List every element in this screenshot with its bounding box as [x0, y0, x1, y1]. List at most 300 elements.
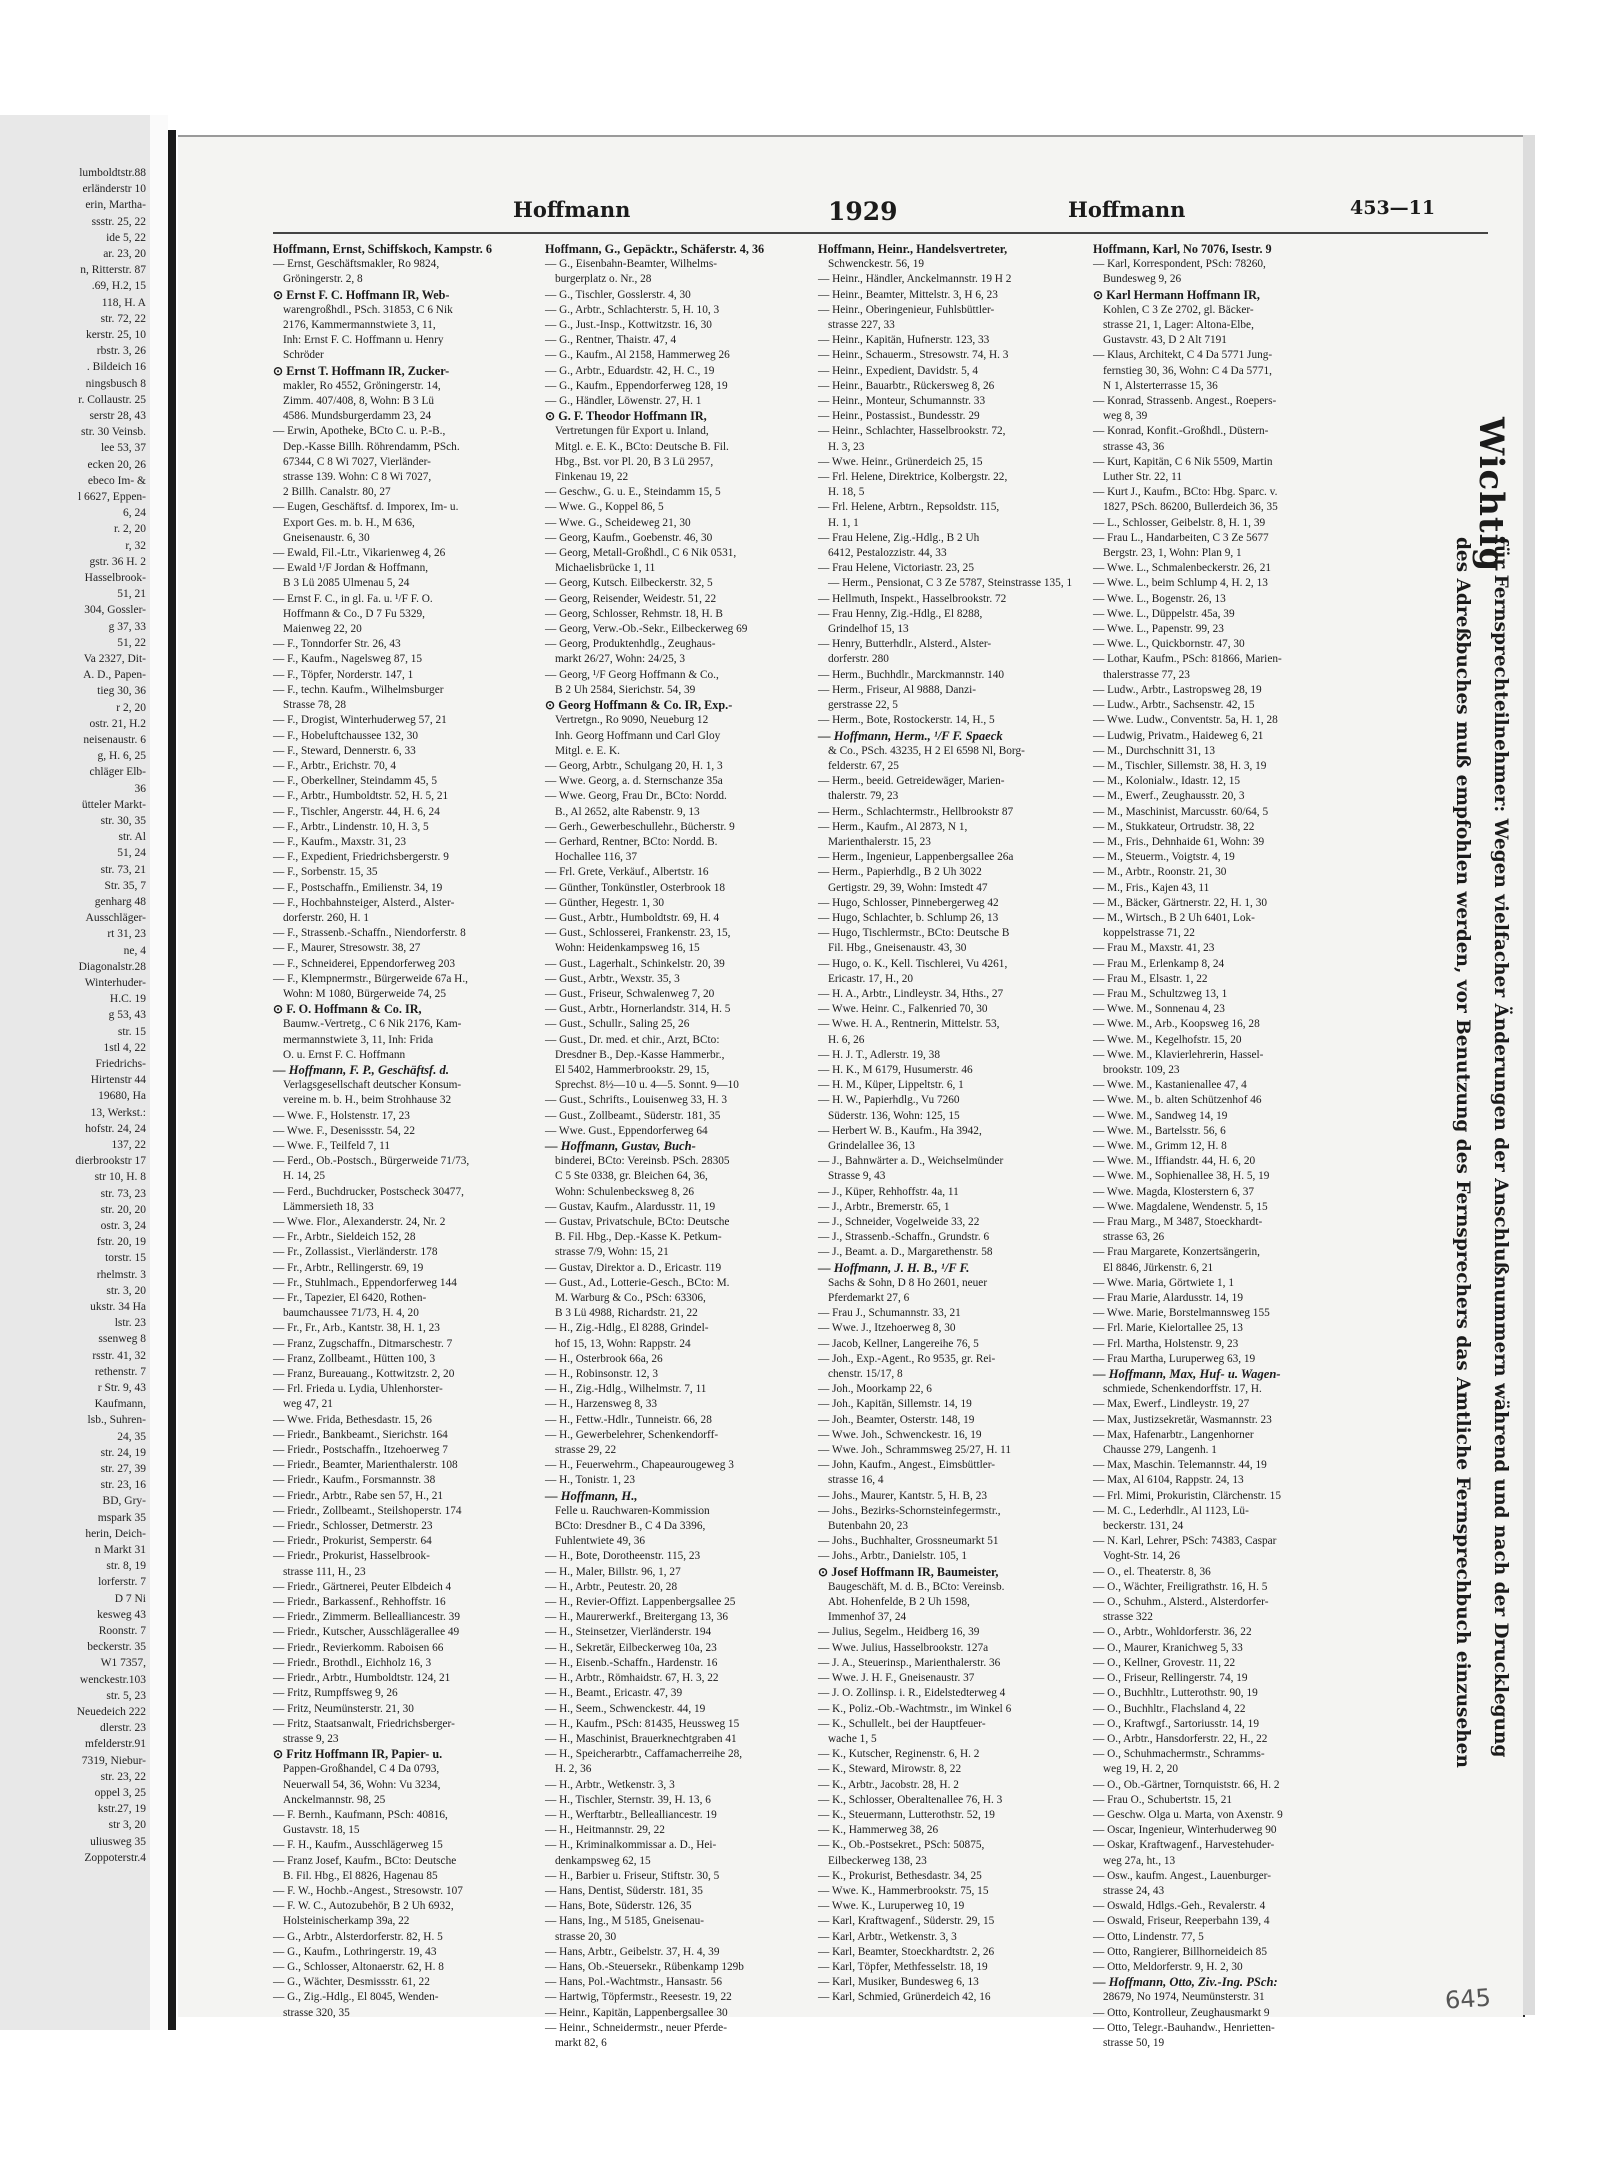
directory-entry: — L., Schlosser, Geibelstr. 8, H. 1, 39 [1093, 516, 1266, 529]
directory-entry: — O., el. Theaterstr. 8, 36 [1093, 1565, 1211, 1578]
adjacent-page-line: neisenaustr. 6 [83, 734, 146, 746]
directory-entry: — Geschw., G. u. E., Steindamm 15, 5 [545, 486, 721, 499]
directory-entry: — Otto, Rangierer, Billhorneideich 85 [1093, 1945, 1267, 1958]
directory-entry: — G., Händler, Löwenstr. 27, H. 1 [545, 395, 702, 408]
page-right-edge [1523, 135, 1535, 2015]
directory-entry: — F., Töpfer, Norderstr. 147, 1 [273, 668, 414, 681]
directory-entry: — M., Steuerm., Voigtstr. 4, 19 [1093, 851, 1235, 864]
directory-entry: — Gust., Arbtr., Wexstr. 35, 3 [545, 972, 680, 985]
directory-entry: hof 15, 13, Wohn: Rappstr. 24 [555, 1337, 691, 1350]
directory-entry: — Heinr., Schneidermstr., neuer Pferde- [545, 2021, 727, 2034]
directory-entry: — Georg, Reisender, Weidestr. 51, 22 [545, 592, 717, 605]
directory-entry: — Frl. Helene, Direktrice, Kolbergstr. 22, [818, 471, 1008, 484]
directory-entry: Baumw.-Vertretg., C 6 Nik 2176, Kam- [283, 1018, 462, 1031]
directory-entry: — Hartwig, Töpfermstr., Reesestr. 19, 22 [545, 1991, 732, 2004]
directory-entry: — Frl. Mimi, Prokuristin, Clärchenstr. 15 [1093, 1489, 1281, 1502]
directory-entry: Gröningerstr. 2, 8 [283, 273, 363, 286]
directory-entry: — F., Strassenb.-Schaffn., Niendorferstr. 8 [273, 927, 466, 940]
directory-entry: — Fr., Fr., Arb., Kantstr. 38, H. 1, 23 [273, 1322, 440, 1335]
directory-entry: — Fr., Arbtr., Sieldeich 152, 28 [273, 1231, 416, 1244]
directory-entry: — Geschw. Olga u. Marta, von Axenstr. 9 [1093, 1808, 1283, 1821]
adjacent-page-line: D 7 Ni [114, 1592, 146, 1605]
directory-entry: — J., Küper, Rehhoffstr. 4a, 11 [818, 1185, 959, 1198]
directory-entry: — Johs., Buchhalter, Grossneumarkt 51 [818, 1535, 999, 1548]
adjacent-page-line: rsstr. 41, 32 [92, 1349, 146, 1362]
column-1 [273, 242, 535, 2019]
directory-entry: — Wwe. H. A., Rentnerin, Mittelstr. 53, [818, 1018, 1000, 1031]
directory-entry: — J. A., Steuerinsp., Marienthalerstr. 36 [818, 1656, 1001, 1669]
directory-entry: Pappen-Großhandel, C 4 Da 0793, [283, 1763, 440, 1776]
directory-entry: weg 19, H. 2, 20 [1103, 1763, 1178, 1776]
directory-entry: — H., Barbier u. Friseur, Stiftstr. 30, 5 [545, 1869, 720, 1882]
directory-entry: — H., Osterbrook 66a, 26 [545, 1352, 663, 1365]
directory-entry: B., Al 2652, alte Rabenstr. 9, 13 [555, 805, 700, 818]
directory-entry: Bundesweg 9, 26 [1103, 273, 1182, 286]
directory-entry: — Heinr., Beamter, Mittelstr. 3, H 6, 23 [818, 288, 998, 301]
adjacent-page-line: n, Ritterstr. 87 [80, 264, 146, 277]
directory-entry: Gertigstr. 29, 39, Wohn: Imstedt 47 [828, 881, 988, 894]
directory-entry: ⊙ Fritz Hoffmann IR, Papier- u. [273, 1747, 443, 1762]
directory-entry: thalerstrasse 77, 23 [1103, 668, 1190, 681]
directory-entry: — Karl, Korrespondent, PSch: 78260, [1093, 258, 1266, 271]
directory-entry: — J., Arbtr., Bremerstr. 65, 1 [818, 1200, 950, 1213]
notice-line-1: für Fernsprechteilnehmer: Wegen vielfacher Änderungen der Anschlußnummern während und nach der Drucklegung [1490, 537, 1511, 1758]
directory-entry: — H. M., Küper, Lippeltstr. 6, 1 [818, 1079, 964, 1092]
directory-entry: — K., Schlosser, Oberaltenallee 76, H. 3 [818, 1793, 1003, 1806]
directory-entry: — Wwe. G., Koppel 86, 5 [545, 501, 664, 514]
directory-entry: H. 6, 26 [828, 1033, 865, 1046]
adjacent-page-line: mfelderstr.91 [85, 1738, 146, 1751]
directory-entry: — Frl. Martha, Holstenstr. 9, 23 [1093, 1337, 1239, 1350]
adjacent-page-line: Diagonalstr.28 [78, 960, 146, 973]
adjacent-page-line: erin, Martha- [85, 199, 146, 212]
binding-shadow [168, 130, 176, 2030]
directory-entry: — Oskar, Kraftwagenf., Harvestehuder- [1093, 1839, 1275, 1852]
directory-entry: — K., Arbtr., Jacobstr. 28, H. 2 [818, 1778, 959, 1791]
directory-entry: — H. W., Papierhdlg., Vu 7260 [818, 1094, 960, 1107]
adjacent-page-line: str. 8, 19 [106, 1560, 146, 1573]
directory-entry: — Wwe. Georg, a. d. Sternschanze 35a [545, 775, 723, 788]
directory-entry: 6412, Pestalozzistr. 44, 33 [828, 547, 947, 560]
directory-entry: — H., Zig.-Hdlg., El 8288, Grindel- [545, 1322, 709, 1335]
directory-entry: — H., Zig.-Hdlg., Wilhelmstr. 7, 11 [545, 1383, 707, 1396]
directory-entry: Kohlen, C 3 Ze 2702, gl. Bäcker- [1103, 303, 1254, 316]
directory-entry: — Herbert W. B., Kaufm., Ha 3942, [818, 1124, 982, 1137]
directory-entry: — Eugen, Geschäftsf. d. Imporex, Im- u. [273, 501, 459, 514]
directory-entry: Strasse 9, 43 [828, 1170, 886, 1183]
directory-entry: — Wwe. Joh., Schwenckestr. 16, 19 [818, 1428, 982, 1441]
directory-entry: B. Fil. Hbg., El 8826, Hagenau 85 [283, 1869, 438, 1882]
adjacent-page-line: ecken 20, 26 [87, 458, 146, 471]
adjacent-page-line: dlerstr. 23 [100, 1722, 146, 1735]
directory-entry: — Ferd., Buchdrucker, Postscheck 30477, [273, 1185, 464, 1198]
directory-entry: — H., Sekretär, Eilbeckerweg 10a, 23 [545, 1641, 717, 1654]
adjacent-page-edge [0, 115, 151, 2030]
directory-entry: — Georg, Kaufm., Goebenstr. 46, 30 [545, 531, 713, 544]
directory-entry: — Wwe. M., b. alten Schützenhof 46 [1093, 1094, 1262, 1107]
directory-entry: — H., Arbtr., Römhaidstr. 67, H. 3, 22 [545, 1672, 719, 1685]
adjacent-page-line: 36 [134, 782, 146, 795]
directory-entry: — F. H., Kaufm., Ausschlägerweg 15 [273, 1839, 443, 1852]
directory-entry: Export Ges. m. b. H., M 636, [283, 516, 415, 529]
directory-entry: — G., Rentner, Thaistr. 47, 4 [545, 334, 677, 347]
directory-entry: Neuerwall 54, 36, Wohn: Vu 3234, [283, 1778, 441, 1791]
directory-entry: — Wwe. G., Scheideweg 21, 30 [545, 516, 691, 529]
directory-entry: — Friedr., Prokurist, Hasselbrook- [273, 1550, 430, 1563]
directory-entry: — Wwe. J., Itzehoerweg 8, 30 [818, 1322, 956, 1335]
adjacent-page-line: rt 31, 23 [107, 928, 146, 941]
directory-entry: baumchaussee 71/73, H. 4, 20 [283, 1307, 419, 1320]
directory-entry: — H., Revier-Offizt. Lappenbergsallee 25 [545, 1596, 736, 1609]
directory-entry: — Wwe. M., Sandweg 14, 19 [1093, 1109, 1228, 1122]
directory-entry: — Wwe. Georg, Frau Dr., BCto: Nordd. [545, 790, 727, 803]
directory-entry: B. Fil. Hbg., Dep.-Kasse K. Petkum- [555, 1231, 722, 1244]
adjacent-page-line: oppel 3, 25 [94, 1787, 146, 1799]
directory-entry: — F., Arbtr., Humboldtstr. 52, H. 5, 21 [273, 790, 449, 803]
directory-entry: — J., Schneider, Vogelweide 33, 22 [818, 1216, 980, 1228]
directory-entry: H. 3, 23 [828, 440, 865, 453]
directory-entry: — O., Maurer, Kranichweg 5, 33 [1093, 1641, 1243, 1654]
directory-entry: — F., Tischler, Angerstr. 44, H. 6, 24 [273, 805, 440, 818]
directory-entry: — Wwe. Frida, Bethesdastr. 15, 26 [273, 1413, 432, 1426]
directory-entry: koppelstrasse 71, 22 [1103, 927, 1195, 940]
directory-entry: — Fritz, Staatsanwalt, Friedrichsberger- [273, 1717, 455, 1730]
directory-entry: — H., Werftarbtr., Bellealliancestr. 19 [545, 1808, 717, 1821]
directory-entry: — F., Arbtr., Lindenstr. 10, H. 3, 5 [273, 820, 429, 833]
directory-entry: — Gust., Friseur, Schwalenweg 7, 20 [545, 987, 715, 1000]
adjacent-page-line: str. Al [118, 831, 146, 844]
directory-entry: — G., Arbtr., Schlachterstr. 5, H. 10, 3 [545, 303, 720, 316]
directory-entry: — Fr., Zollassist., Vierländerstr. 178 [273, 1246, 438, 1259]
directory-entry: — Frau Marg., M 3487, Stoeckhardt- [1093, 1216, 1263, 1228]
directory-entry: — Gust., Lagerhalt., Schinkelstr. 20, 39 [545, 957, 725, 970]
directory-entry: Butenbahn 20, 23 [828, 1520, 909, 1533]
directory-entry: — Hoffmann, F. P., Geschäftsf. d. [273, 1062, 449, 1077]
adjacent-page-line: r. Collaustr. 25 [78, 393, 146, 406]
directory-entry: — Wwe. M., Sophienallee 38, H. 5, 19 [1093, 1170, 1270, 1183]
directory-entry: B 2 Uh 2584, Sierichstr. 54, 39 [555, 683, 696, 696]
directory-entry: — Kurt, Kapitän, C 6 Nik 5509, Martin [1093, 455, 1273, 468]
adjacent-page-line: 51, 24 [117, 847, 146, 860]
directory-entry: El 5402, Hammerbrookstr. 29, 15, [555, 1063, 710, 1076]
directory-entry: — Wwe. L., Papenstr. 99, 23 [1093, 623, 1224, 636]
adjacent-page-line: 51, 21 [117, 588, 146, 601]
directory-entry: — Hans, Ob.-Steuersekr., Rübenkamp 129b [545, 1960, 744, 1973]
adjacent-page-line: ostr. 21, H.2 [89, 717, 146, 730]
directory-entry: — Gustav, Privatschule, BCto: Deutsche [545, 1216, 730, 1228]
directory-entry: strasse 50, 19 [1103, 2036, 1165, 2049]
directory-entry: — M., Tischler, Sillemstr. 38, H. 3, 19 [1093, 759, 1267, 772]
directory-entry: — Friedr., Bankbeamt., Sierichstr. 164 [273, 1428, 448, 1441]
directory-entry: — Wwe. Magda, Klosterstern 6, 37 [1093, 1185, 1255, 1198]
directory-entry: — H., Robinsonstr. 12, 3 [545, 1368, 658, 1381]
adjacent-page-line: 1stl 4, 22 [103, 1041, 146, 1054]
directory-entry: — G., Tischler, Gosslerstr. 4, 30 [545, 288, 691, 301]
directory-entry: — O., Buchhltr., Flachsland 4, 22 [1093, 1702, 1246, 1715]
directory-entry: — Kurt J., Kaufm., BCto: Hbg. Sparc. v. [1093, 486, 1278, 499]
directory-entry: — G., Kaufm., Eppendorferweg 128, 19 [545, 379, 728, 392]
directory-entry: — Ludwig, Privatm., Haideweg 6, 21 [1093, 729, 1264, 742]
directory-entry: — Hoffmann, Max, Huf- u. Wagen- [1093, 1367, 1281, 1382]
directory-entry: — Oswald, Hdlgs.-Geh., Revalerstr. 4 [1093, 1900, 1266, 1913]
directory-entry: — F., Hobeluftchaussee 132, 30 [273, 729, 418, 742]
directory-entry: — Franz, Zollbeamt., Hütten 100, 3 [273, 1352, 436, 1365]
directory-entry: warengroßhdl., PSch. 31853, C 6 Nik [283, 303, 453, 316]
directory-entry: Holsteinischerkamp 39a, 22 [283, 1915, 410, 1928]
adjacent-page-line: r 2, 20 [116, 701, 146, 714]
directory-entry: — M., Bäcker, Gärtnerstr. 22, H. 1, 30 [1093, 896, 1267, 909]
adjacent-page-line: ostr. 3, 24 [100, 1220, 146, 1232]
directory-entry: Wohn: Schulenbecksweg 8, 26 [555, 1185, 695, 1198]
directory-entry: — J., Beamt. a. D., Margarethenstr. 58 [818, 1246, 993, 1259]
adjacent-page-line: Winterhuder- [84, 977, 146, 989]
directory-entry: M. Warburg & Co., PSch: 63306, [555, 1292, 706, 1305]
adjacent-page-line: rbstr. 3, 26 [96, 345, 146, 358]
directory-entry: — Osw., kaufm. Angest., Lauenburger- [1093, 1869, 1271, 1882]
directory-entry: Strasse 78, 28 [283, 699, 347, 712]
directory-entry: — K., Ob.-Postsekret., PSch: 50875, [818, 1839, 985, 1852]
directory-entry: — H., Bote, Dorotheenstr. 115, 23 [545, 1550, 701, 1563]
directory-entry: binderei, BCto: Vereinsb. PSch. 28305 [555, 1155, 730, 1168]
directory-entry: Dep.-Kasse Billh. Röhrendamm, PSch. [283, 440, 460, 453]
directory-entry: Vertretungen für Export u. Inland, [555, 425, 709, 438]
handwritten-page-number: 645 [1444, 1983, 1492, 2015]
directory-entry: — H., Heitmannstr. 29, 22 [545, 1824, 665, 1837]
directory-entry: Voght-Str. 14, 26 [1103, 1550, 1180, 1563]
directory-entry: — Frau J., Schumannstr. 33, 21 [818, 1307, 961, 1320]
directory-entry: — Joh., Beamter, Osterstr. 148, 19 [818, 1413, 975, 1426]
directory-entry: — Heinr., Oberingenieur, Fuhlsbüttler- [818, 303, 995, 316]
directory-entry: Lämmersieth 18, 33 [283, 1200, 374, 1213]
adjacent-page-line: str. 3, 20 [106, 1284, 146, 1297]
directory-entry: — Wwe. Flor., Alexanderstr. 24, Nr. 2 [273, 1216, 446, 1228]
directory-entry: — M., Maschinist, Marcusstr. 60/64, 5 [1093, 805, 1269, 818]
directory-entry: — Friedr., Zimmerm. Bellealliancestr. 39 [273, 1611, 460, 1624]
directory-entry: — J. O. Zollinsp. i. R., Eidelstedterweg 4 [818, 1687, 1006, 1700]
directory-entry: — O., Ob.-Gärtner, Tornquiststr. 66, H. 2 [1093, 1778, 1280, 1791]
directory-entry: — Frau L., Handarbeiten, C 3 Ze 5677 [1093, 531, 1269, 544]
directory-entry: — Wwe. Heinr. C., Falkenried 70, 30 [818, 1003, 988, 1016]
directory-entry: schmiede, Schenkendorffstr. 17, H. [1103, 1383, 1262, 1396]
directory-entry: — J., Strassenb.-Schaffn., Grundstr. 6 [818, 1231, 990, 1244]
directory-entry: — Wwe. K., Luruperweg 10, 19 [818, 1900, 965, 1913]
directory-entry: — Hoffmann, H., [545, 1488, 638, 1503]
directory-entry: — Heinr., Schlachter, Hasselbrookstr. 72, [818, 425, 1006, 438]
directory-entry: Maienweg 22, 20 [283, 623, 362, 636]
adjacent-page-line: kesweg 43 [97, 1608, 146, 1621]
directory-entry: Vertretgn., Ro 9090, Neueburg 12 [555, 714, 709, 727]
directory-entry: — H., Eisenb.-Schaffn., Hardenstr. 16 [545, 1656, 718, 1669]
adjacent-page-line: ar. 23, 20 [103, 248, 146, 260]
directory-entry: — Gust., Ad., Lotterie-Gesch., BCto: M. [545, 1276, 730, 1289]
directory-entry: — O., Kellner, Grovestr. 11, 22 [1093, 1656, 1236, 1669]
adjacent-page-line: H.C. 19 [109, 993, 146, 1006]
adjacent-page-line: str. 73, 21 [100, 863, 146, 876]
directory-entry: Fuhlentwiete 49, 36 [555, 1535, 646, 1548]
directory-entry: — M., Kolonialw., Idastr. 12, 15 [1093, 775, 1241, 788]
adjacent-page-line: str. 15 [117, 1025, 146, 1038]
adjacent-page-line: 19680, Ha [98, 1090, 146, 1103]
directory-entry: Ericastr. 17, H., 20 [828, 972, 914, 985]
directory-entry: — Hoffmann, Herm., ¹/F F. Spaeck [818, 728, 1003, 743]
adjacent-page-line: ne, 4 [123, 944, 146, 957]
directory-entry: — Johs., Arbtr., Danielstr. 105, 1 [818, 1550, 968, 1563]
directory-entry: Süderstr. 136, Wohn: 125, 15 [828, 1109, 960, 1122]
adjacent-page-line: . Bildeich 16 [86, 361, 146, 374]
directory-entry: — F. W. C., Autozubehör, B 2 Uh 6932, [273, 1900, 454, 1913]
directory-entry: — F. Bernh., Kaufmann, PSch: 40816, [273, 1808, 448, 1821]
directory-entry: — Heinr., Kapitän, Lappenbergsallee 30 [545, 2006, 728, 2019]
adjacent-page-line: 24, 35 [117, 1430, 146, 1443]
directory-entry: — Wwe. Joh., Schrammsweg 25/27, H. 11 [818, 1444, 1011, 1457]
directory-entry: Bergstr. 23, 1, Wohn: Plan 9, 1 [1103, 547, 1242, 560]
directory-entry: — Hans, Bote, Süderstr. 126, 35 [545, 1900, 692, 1913]
adjacent-page-line: 118, H. A [101, 296, 146, 309]
directory-entry: — Karl, Kraftwagenf., Süderstr. 29, 15 [818, 1915, 995, 1928]
adjacent-page-line: fstr. 20, 19 [96, 1236, 146, 1249]
directory-entry: — Frau Margarete, Konzertsängerin, [1093, 1246, 1260, 1259]
adjacent-page-line: ukstr. 34 Ha [90, 1301, 146, 1313]
directory-entry: — Georg, Kutsch. Eilbeckerstr. 32, 5 [545, 577, 713, 590]
adjacent-page-line: Neuedeich 222 [76, 1706, 146, 1718]
directory-entry: — H. K., M 6179, Husumerstr. 46 [818, 1063, 973, 1076]
directory-entry: — Gust., Schrifts., Louisenweg 33, H. 3 [545, 1094, 727, 1107]
directory-entry: — H., Tonistr. 1, 23 [545, 1474, 636, 1487]
directory-entry: strasse 139. Wohn: C 8 Wi 7027, [283, 471, 432, 484]
directory-entry: — K., Kutscher, Reginenstr. 6, H. 2 [818, 1748, 980, 1761]
directory-entry: — H., Maurerwerkf., Breitergang 13, 36 [545, 1611, 729, 1624]
directory-entry: — O., Arbtr., Wohldorferstr. 36, 22 [1093, 1626, 1252, 1639]
directory-entry: 2 Billh. Canalstr. 80, 27 [283, 486, 391, 499]
directory-entry: H. 14, 25 [283, 1170, 326, 1183]
directory-entry: Anckelmannstr. 98, 25 [283, 1793, 386, 1806]
directory-entry: — K., Steuermann, Lutterothstr. 52, 19 [818, 1808, 995, 1821]
directory-entry: Dresdner B., Dep.-Kasse Hammerbr., [555, 1048, 725, 1061]
directory-entry: — Hugo, Schlosser, Pinnebergerweg 42 [818, 896, 999, 909]
adjacent-page-line: Hasselbrook- [84, 572, 146, 584]
directory-entry: — Johs., Bezirks-Schornsteinfegermstr., [818, 1504, 1001, 1517]
directory-entry: — H., Gewerbelehrer, Schenkendorff- [545, 1428, 719, 1441]
notice-sidebar [1363, 417, 1513, 1807]
adjacent-page-line: str. 24, 19 [100, 1446, 146, 1459]
directory-entry: — H. J. T., Adlerstr. 19, 38 [818, 1048, 940, 1061]
directory-entry: — Friedr., Schlosser, Detmerstr. 23 [273, 1520, 433, 1533]
directory-entry: — Max, Hafenarbtr., Langenhorner [1093, 1428, 1254, 1441]
directory-entry: Schröder [283, 349, 324, 362]
directory-entry: — Ewald ¹/F Jordan & Hoffmann, [273, 562, 429, 575]
directory-entry: — Heinr., Schauerm., Stresowstr. 74, H. 3 [818, 349, 1009, 362]
directory-entry: — Wwe. L., beim Schlump 4, H. 2, 13 [1093, 577, 1268, 590]
adjacent-page-line: A. D., Papen- [83, 669, 146, 682]
directory-entry: — Heinr., Postassist., Bundesstr. 29 [818, 410, 980, 423]
directory-entry: — Wwe. Ludw., Conventstr. 5a, H. 1, 28 [1093, 714, 1278, 727]
directory-entry: makler, Ro 4552, Gröningerstr. 14, [283, 379, 441, 392]
directory-entry: — Heinr., Kapitän, Hufnerstr. 123, 33 [818, 334, 990, 347]
directory-entry: — Erwin, Apotheke, BCto C. u. P.-B., [273, 425, 446, 438]
notice-heading: Wichtig [1471, 417, 1511, 573]
directory-entry: — Gust., Schlosserei, Frankenstr. 23, 15, [545, 927, 731, 940]
directory-entry: ⊙ Josef Hoffmann IR, Baumeister, [818, 1564, 999, 1579]
directory-entry: — G., Eisenbahn-Beamter, Wilhelms- [545, 258, 718, 271]
directory-entry: Hoffmann, Ernst, Schiffskoch, Kampstr. 6 [273, 242, 492, 256]
directory-entry: — G., Wächter, Desmissstr. 61, 22 [273, 1976, 430, 1989]
directory-entry: — Ernst F. C., in gl. Fa. u. ¹/F F. O. [273, 592, 433, 605]
directory-entry: — Gust., Arbtr., Humboldtstr. 69, H. 4 [545, 911, 720, 924]
adjacent-page-line: gstr. 36 H. 2 [89, 555, 146, 568]
adjacent-page-line: str. 72, 22 [100, 312, 146, 325]
directory-entry: Wohn: Heidenkampsweg 16, 15 [555, 942, 700, 955]
directory-entry: — G., Arbtr., Alsterdorferstr. 82, H. 5 [273, 1930, 443, 1943]
directory-entry: — M., Arbtr., Roonstr. 21, 30 [1093, 866, 1227, 879]
adjacent-page-line: W1 7357, [100, 1657, 146, 1670]
adjacent-page-line: lstr. 23 [114, 1317, 146, 1330]
directory-entry: — Wwe. F., Teilfeld 7, 11 [273, 1139, 391, 1152]
directory-entry: Sachs & Sohn, D 8 Ho 2601, neuer [828, 1276, 988, 1289]
directory-entry: — Jacob, Kellner, Langereihe 76, 5 [818, 1337, 979, 1350]
adjacent-page-line: lsb., Suhren- [87, 1414, 146, 1427]
directory-entry: O. u. Ernst F. C. Hoffmann [283, 1048, 406, 1061]
directory-entry: — Oswald, Friseur, Reeperbahn 139, 4 [1093, 1915, 1270, 1928]
adjacent-page-line: lorferstr. 7 [98, 1576, 146, 1589]
directory-entry: Gustavstr. 43, D 2 Alt 7191 [1103, 334, 1227, 347]
directory-entry: — Wwe. M., Kastanienallee 47, 4 [1093, 1079, 1247, 1092]
directory-entry: C 5 Ste 0338, gr. Bleichen 64, 36, [555, 1170, 708, 1183]
running-head-right: Hoffmann [1068, 197, 1186, 222]
adjacent-page-line: torstr. 15 [105, 1252, 146, 1265]
directory-entry: — M., Durchschnitt 31, 13 [1093, 744, 1216, 757]
directory-entry: — Fr., Tapezier, El 6420, Rothen- [273, 1292, 427, 1305]
directory-entry: — M., Wirtsch., B 2 Uh 6401, Lok- [1093, 911, 1255, 924]
directory-entry: — O., Kraftwgf., Sartoriusstr. 14, 19 [1093, 1717, 1259, 1730]
directory-entry: — Hans, Ing., M 5185, Gneisenau- [545, 1915, 705, 1928]
directory-entry: — Max, Maschin. Telemannstr. 44, 19 [1093, 1459, 1267, 1472]
directory-entry: — F., Schneiderei, Eppendorferweg 203 [273, 957, 455, 970]
directory-entry: — M., Fris., Dehnhaide 61, Wohn: 39 [1093, 835, 1265, 848]
directory-entry: Baugeschäft, M. d. B., BCto: Vereinsb. [828, 1580, 1005, 1593]
directory-entry: — Wwe. L., Bogenstr. 26, 13 [1093, 592, 1226, 605]
directory-entry: Abt. Hohenfelde, B 2 Uh 1598, [828, 1596, 970, 1609]
directory-entry: — John, Kaufm., Angest., Eimsbüttler- [818, 1459, 996, 1472]
directory-entry: — Lothar, Kaufm., PSch: 81866, Marien- [1093, 653, 1282, 666]
directory-entry: — Wwe. Gust., Eppendorferweg 64 [545, 1124, 708, 1137]
directory-entry: 2176, Kammermannstwiete 3, 11, [283, 319, 436, 332]
directory-entry: H. 2, 36 [555, 1763, 592, 1776]
column-3 [818, 242, 1083, 2002]
directory-entry: — Wwe. M., Sonnenau 4, 23 [1093, 1003, 1225, 1016]
adjacent-page-line: dierbrookstr 17 [75, 1155, 146, 1168]
directory-entry: — G., Schlosser, Altonaerstr. 62, H. 8 [273, 1960, 444, 1973]
directory-entry: — H. A., Arbtr., Lindleystr. 34, Hths., 27 [818, 987, 1004, 1000]
directory-page [178, 135, 1525, 2049]
adjacent-page-line: rhelmstr. 3 [96, 1268, 146, 1281]
adjacent-page-line: beckerstr. 35 [87, 1641, 146, 1654]
directory-entry: — O., Wächter, Freiligrathstr. 16, H. 5 [1093, 1580, 1268, 1593]
directory-entry: dorferstr. 280 [828, 653, 889, 666]
adjacent-page-line: mspark 35 [97, 1511, 146, 1524]
directory-entry: — H., Beamt., Ericastr. 47, 39 [545, 1687, 683, 1700]
adjacent-page-line: 51, 22 [117, 636, 146, 649]
directory-entry: — Herm., Bote, Rostockerstr. 14, H., 5 [818, 714, 995, 727]
adjacent-page-line: str. 20, 20 [100, 1203, 146, 1216]
column-2 [545, 242, 807, 2049]
directory-entry: strasse 227, 33 [828, 319, 895, 332]
directory-entry: Inh. Georg Hoffmann und Carl Gloy [555, 729, 721, 742]
adjacent-page-line: ningsbusch 8 [85, 377, 146, 390]
directory-entry: — Fritz, Neumünsterstr. 21, 30 [273, 1702, 414, 1715]
directory-entry: — Otto, Meldorferstr. 9, H. 2, 30 [1093, 1960, 1243, 1973]
directory-entry: 67344, C 8 Wi 7027, Vierländer- [283, 455, 431, 468]
directory-entry: — Karl, Beamter, Stoeckhardtstr. 2, 26 [818, 1945, 995, 1958]
